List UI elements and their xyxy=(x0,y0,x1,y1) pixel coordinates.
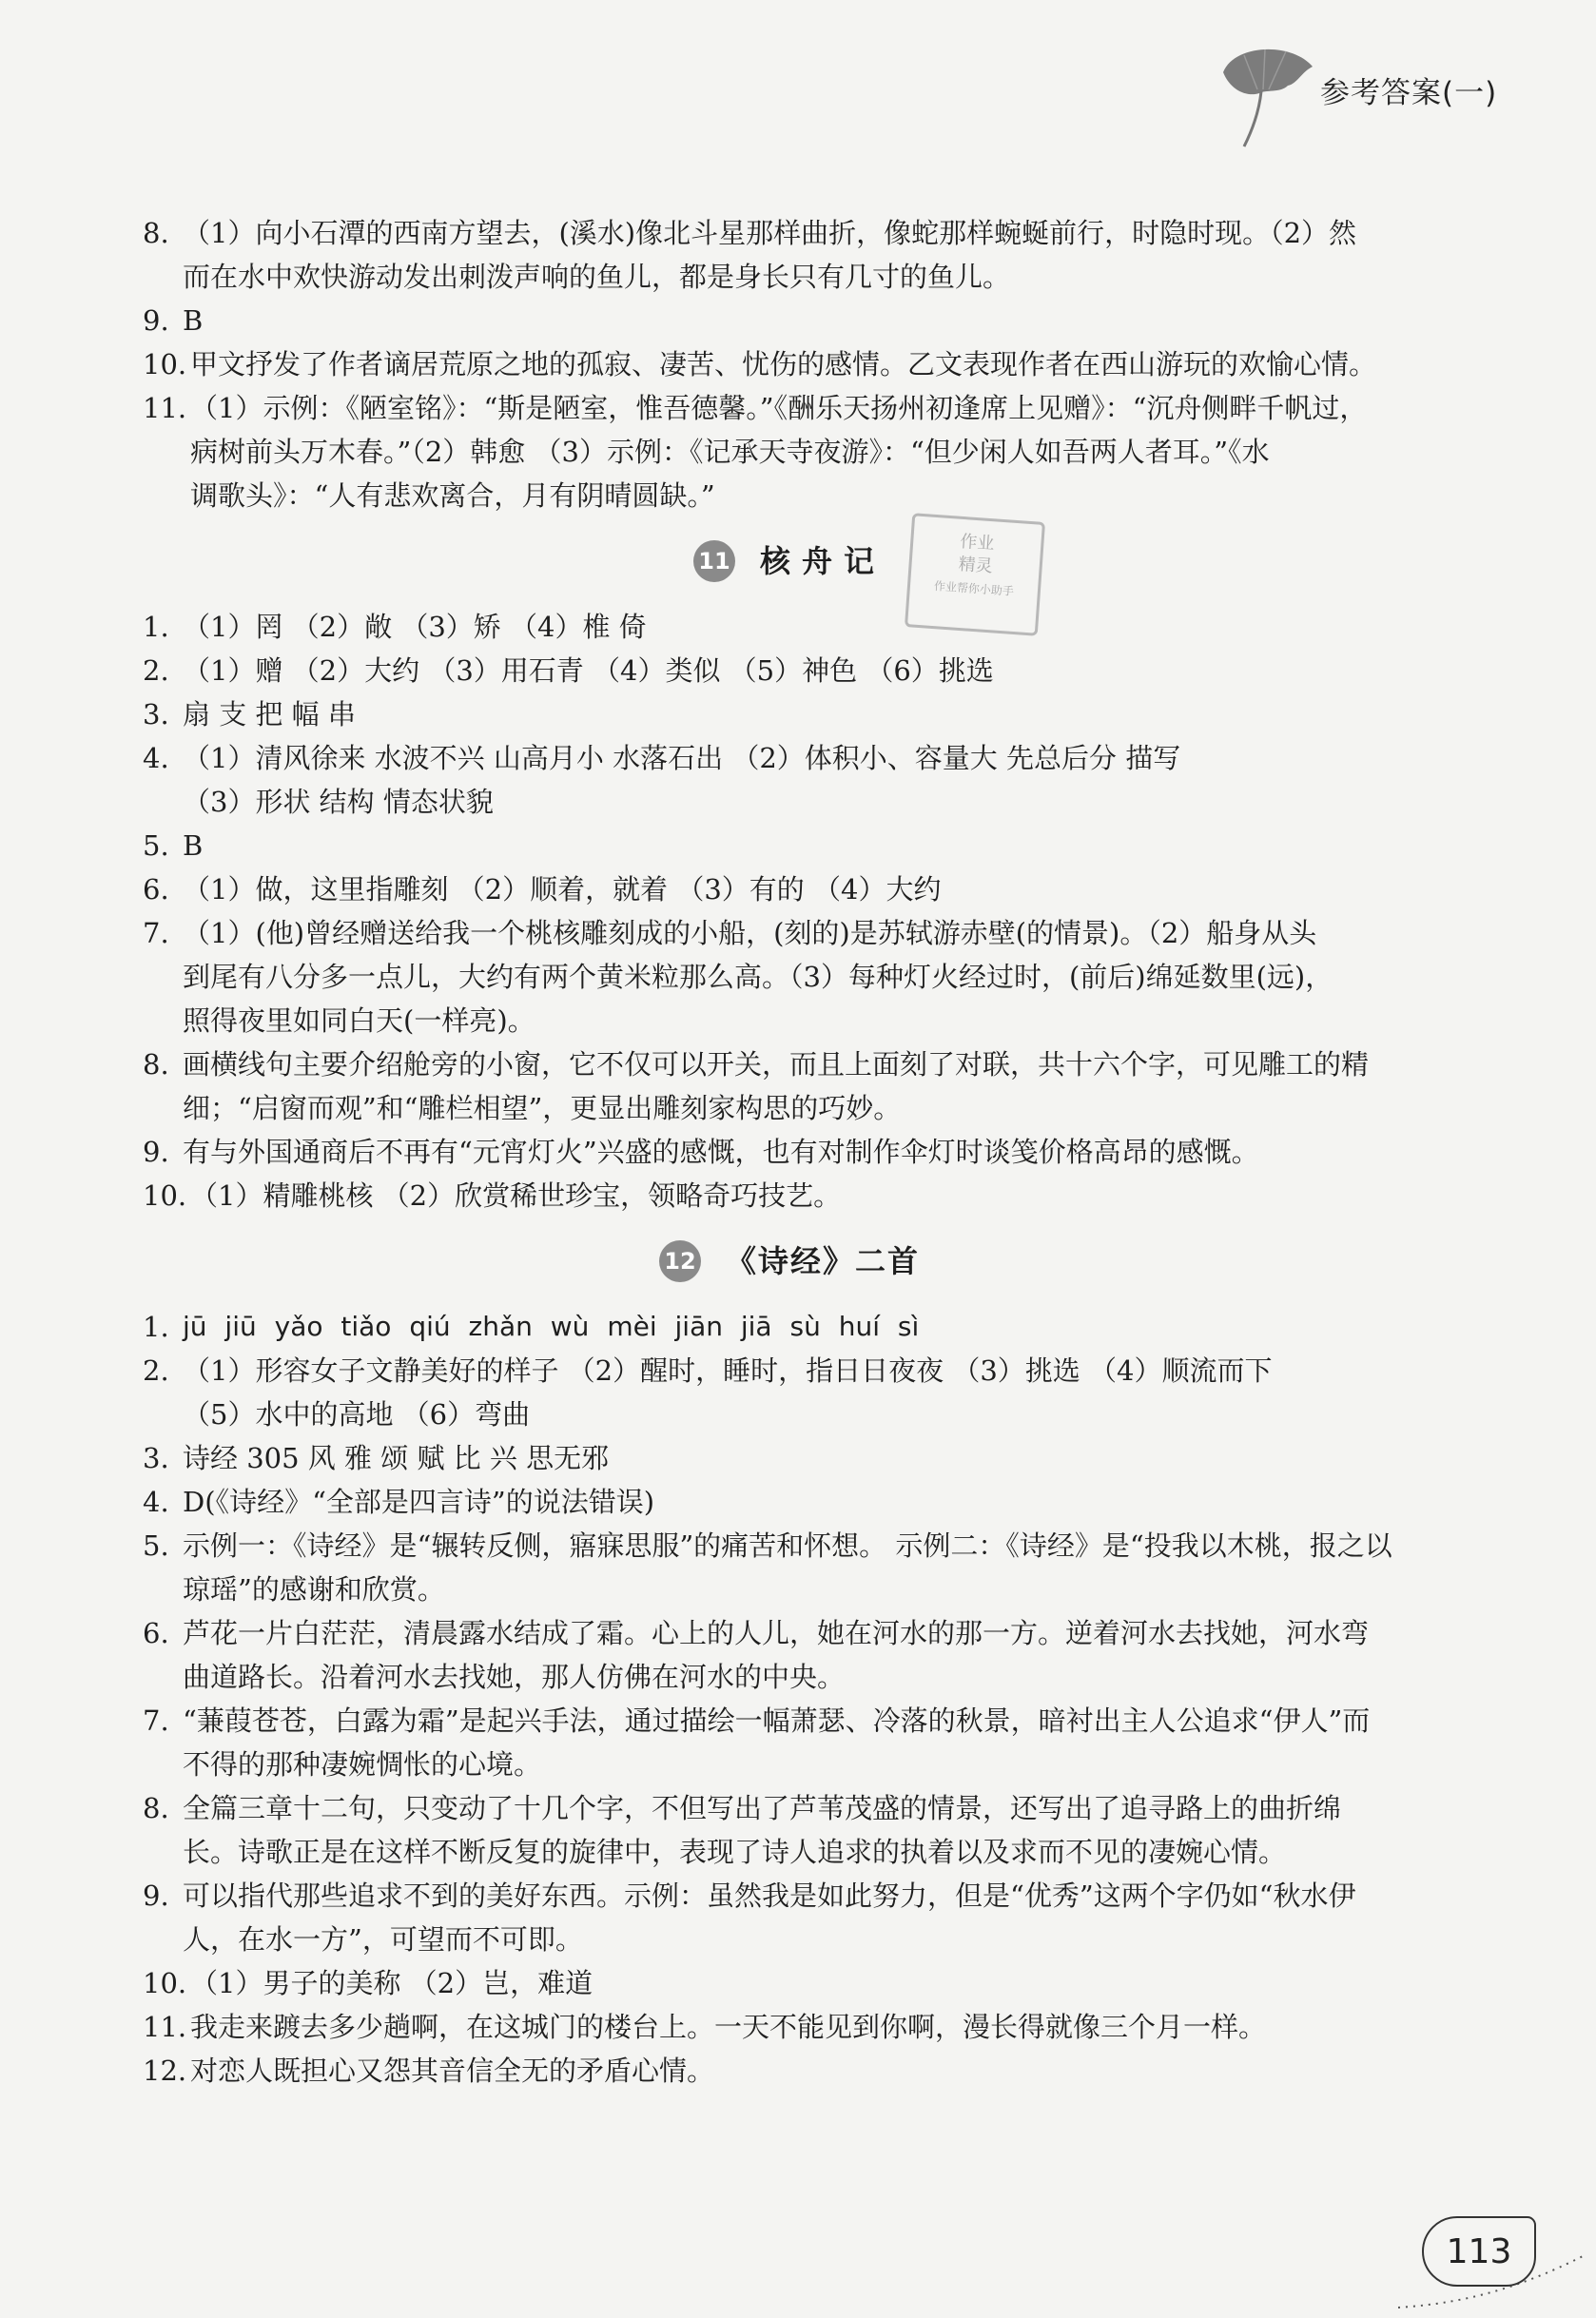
list-item: 1. jū jiū yǎo tiǎo qiú zhǎn wù mèi jiān jiā sù huí sì xyxy=(143,1311,920,1343)
list-item: 1. （1）罔 （2）敞 （3）矫 （4）椎 倚 xyxy=(143,611,647,643)
list-item: 2. （1）形容女子文静美好的样子 （2）醒时，睡时，指日日夜夜 （3）挑选 （4）顺流而下 xyxy=(143,1354,1273,1387)
list-item: 4. （1）清风徐来 水波不兴 山高月小 水落石出 （2）体积小、容量大 先总后分 描写 xyxy=(143,742,1181,774)
list-item: 10. 甲文抒发了作者谪居荒原之地的孤寂、凄苦、忧伤的感情。乙文表现作者在西山游玩的欢愉心情。 xyxy=(143,348,1377,380)
ginkgo-leaf-icon xyxy=(1206,34,1320,148)
section-title: 核舟记 xyxy=(759,543,886,579)
list-item: 3. 诗经 305 风 雅 颂 赋 比 兴 思无邪 xyxy=(143,1442,610,1474)
list-item: 9. 可以指代那些追求不到的美好东西。示例：虽然我是如此努力，但是“优秀”这两个字仍如“秋水伊 xyxy=(143,1880,1356,1912)
page-number: 113 xyxy=(1422,2216,1536,2287)
list-item: 8. （1）向小石潭的西南方望去，(溪水)像北斗星那样曲折，像蛇那样蜿蜒前行，时隐时现。（2）然 xyxy=(143,217,1357,249)
answer-group-a: 8. （1）向小石潭的西南方望去，(溪水)像北斗星那样曲折，像蛇那样蜿蜒前行，时隐时现。（2）然 而在水中欢快游动发出刺泼声响的鱼儿，都是身长只有几寸的鱼儿。 9. B 10. 甲文抒发了作者谪居荒原之地的孤寂、凄苦、忧伤的感情。乙文表现作者在西山游玩的欢愉心情。 11. （1）示例：《陋室铭》：“斯是陋室，惟吾德馨。”《酬乐天扬州初逢席上见赠》：“沉舟侧畔千帆过， 病树前头万木春。”（2）韩愈 （3）示例：《记承天寺夜游》：“但少闲人如吾两人者耳。”《水 调歌头》：“人有悲欢离合，月有阴晴圆缺。” xyxy=(143,211,1436,517)
header-title: 参考答案(一) xyxy=(1320,76,1498,110)
section-heading-11 xyxy=(143,517,1436,605)
list-item: 11. （1）示例：《陋室铭》：“斯是陋室，惟吾德馨。”《酬乐天扬州初逢席上见赠》：“沉舟侧畔千帆过， xyxy=(143,392,1368,424)
section-title: 《诗经》二首 xyxy=(725,1243,920,1279)
list-item: 4. D(《诗经》“全部是四言诗”的说法错误) xyxy=(143,1486,655,1518)
list-item: 8. 画横线句主要介绍舱旁的小窗，它不仅可以开关，而且上面刻了对联，共十六个字，可见雕工的精 xyxy=(143,1048,1370,1081)
list-item: 3. 扇 支 把 幅 串 xyxy=(143,698,356,730)
list-item: 10. （1）男子的美称 （2）岂，难道 xyxy=(143,1967,594,1999)
section-number-badge: 11 xyxy=(693,540,735,582)
section-number-badge: 12 xyxy=(659,1240,701,1282)
section-heading-12 xyxy=(143,1217,1436,1305)
list-item: 6. （1）做，这里指雕刻 （2）顺着，就着 （3）有的 （4）大约 xyxy=(143,873,942,906)
list-item: 5. B xyxy=(143,829,204,862)
answer-group-b: 1. （1）罔 （2）敞 （3）矫 （4）椎 倚 2. （1）赠 （2）大约 （3）用石青 （4）类似 （5）神色 （6）挑选 3. 扇 支 把 幅 串 4. （1）清风徐来 水波不兴 山高月小 水落石出 （2）体积小、容量大 先总后分 描写 （3）形状 结构 情态状貌 5. B 6. （1）做，这里指雕刻 （2）顺着，就着 （3）有的 （4）大约 7. （1）(他)曾经赠送给我一个桃核雕刻成的小船，(刻的)是苏轼游赤壁(的情景)。（2）船身从头 到尾有八分多一点儿，大约有两个黄米粒那么高。（3）每种灯火经过时，(前后)绵延数里(远)， 照得夜里如同白天(一样亮)。 8. 画横线句主要介绍舱旁的小窗，它不仅可以开关，而且上面刻了对联，共十六个字，可见雕工的精 细；“启窗而观”和“雕栏相望”，更显出雕刻家构思的巧妙。 9. 有与外国通商后不再有“元宵灯火”兴盛的感慨，也有对制作伞灯时谈笺价格高昂的感慨。 10. （1）精雕桃核 （2）欣赏稀世珍宝，领略奇巧技艺。 xyxy=(143,605,1436,1217)
list-item: 10. （1）精雕桃核 （2）欣赏稀世珍宝，领略奇巧技艺。 xyxy=(143,1179,842,1212)
list-item: 2. （1）赠 （2）大约 （3）用石青 （4）类似 （5）神色 （6）挑选 xyxy=(143,654,994,687)
list-item: 12. 对恋人既担心又怨其音信全无的矛盾心情。 xyxy=(143,2055,715,2087)
list-item: 6. 芦花一片白茫茫，清晨露水结成了霜。心上的人儿，她在河水的那一方。逆着河水去找她，河水弯 xyxy=(143,1617,1370,1649)
list-item: 5. 示例一：《诗经》是“辗转反侧，寤寐思服”的痛苦和怀想。 示例二：《诗经》是“投我以木桃，报之以 xyxy=(143,1529,1392,1562)
list-item: 9. B xyxy=(143,304,204,337)
list-item: 7. （1）(他)曾经赠送给我一个桃核雕刻成的小船，(刻的)是苏轼游赤壁(的情景)。（2）船身从头 xyxy=(143,917,1317,949)
answer-content xyxy=(143,211,1436,2093)
list-item: 9. 有与外国通商后不再有“元宵灯火”兴盛的感慨，也有对制作伞灯时谈笺价格高昂的感慨。 xyxy=(143,1136,1259,1168)
list-item: 8. 全篇三章十二句，只变动了十几个字，不但写出了芦苇茂盛的情景，还写出了追寻路上的曲折绵 xyxy=(143,1792,1342,1824)
answer-group-c: 1. jū jiū yǎo tiǎo qiú zhǎn wù mèi jiān jiā sù huí sì 2. （1）形容女子文静美好的样子 （2）醒时，睡时，指日日夜夜 （3）挑选 （4）顺流而下 （5）水中的高地 （6）弯曲 3. 诗经 305 风 雅 颂 赋 比 兴 思无邪 4. D(《诗经》“全部是四言诗”的说法错误) 5. 示例一：《诗经》是“辗转反侧，寤寐思服”的痛苦和怀想。 示例二：《诗经》是“投我以木桃，报之以 琼瑶”的感谢和欣赏。 6. 芦花一片白茫茫，清晨露水结成了霜。心上的人儿，她在河水的那一方。逆着河水去找她，河水弯 曲道路长。沿着河水去找她，那人仿佛在河水的中央。 7. “蒹葭苍苍，白露为霜”是起兴手法，通过描绘一幅萧瑟、冷落的秋景，暗衬出主人公追求“伊人”而 不得的那种凄婉惆怅的心境。 8. 全篇三章十二句，只变动了十几个字，不但写出了芦苇茂盛的情景，还写出了追寻路上的曲折绵 长。诗歌正是在这样不断反复的旋律中，表现了诗人追求的执着以及求而不见的凄婉心情。 9. 可以指代那些追求不到的美好东西。示例：虽然我是如此努力，但是“优秀”这两个字仍如“秋水伊 人，在水一方”，可望而不可即。 10. （1）男子的美称 （2）岂，难道 11. 我走来踱去多少趟啊，在这城门的楼台上。一天不能见到你啊，漫长得就像三个月一样。 12. 对恋人既担心又怨其音信全无的矛盾心情。 xyxy=(143,1305,1436,2093)
list-item: 7. “蒹葭苍苍，白露为霜”是起兴手法，通过描绘一幅萧瑟、冷落的秋景，暗衬出主人公追求“伊人”而 xyxy=(143,1704,1371,1737)
list-item: 11. 我走来踱去多少趟啊，在这城门的楼台上。一天不能见到你啊，漫长得就像三个月一样。 xyxy=(143,2011,1267,2043)
watermark-stamp: 作业 精灵 作业帮你小助手 xyxy=(905,513,1045,635)
